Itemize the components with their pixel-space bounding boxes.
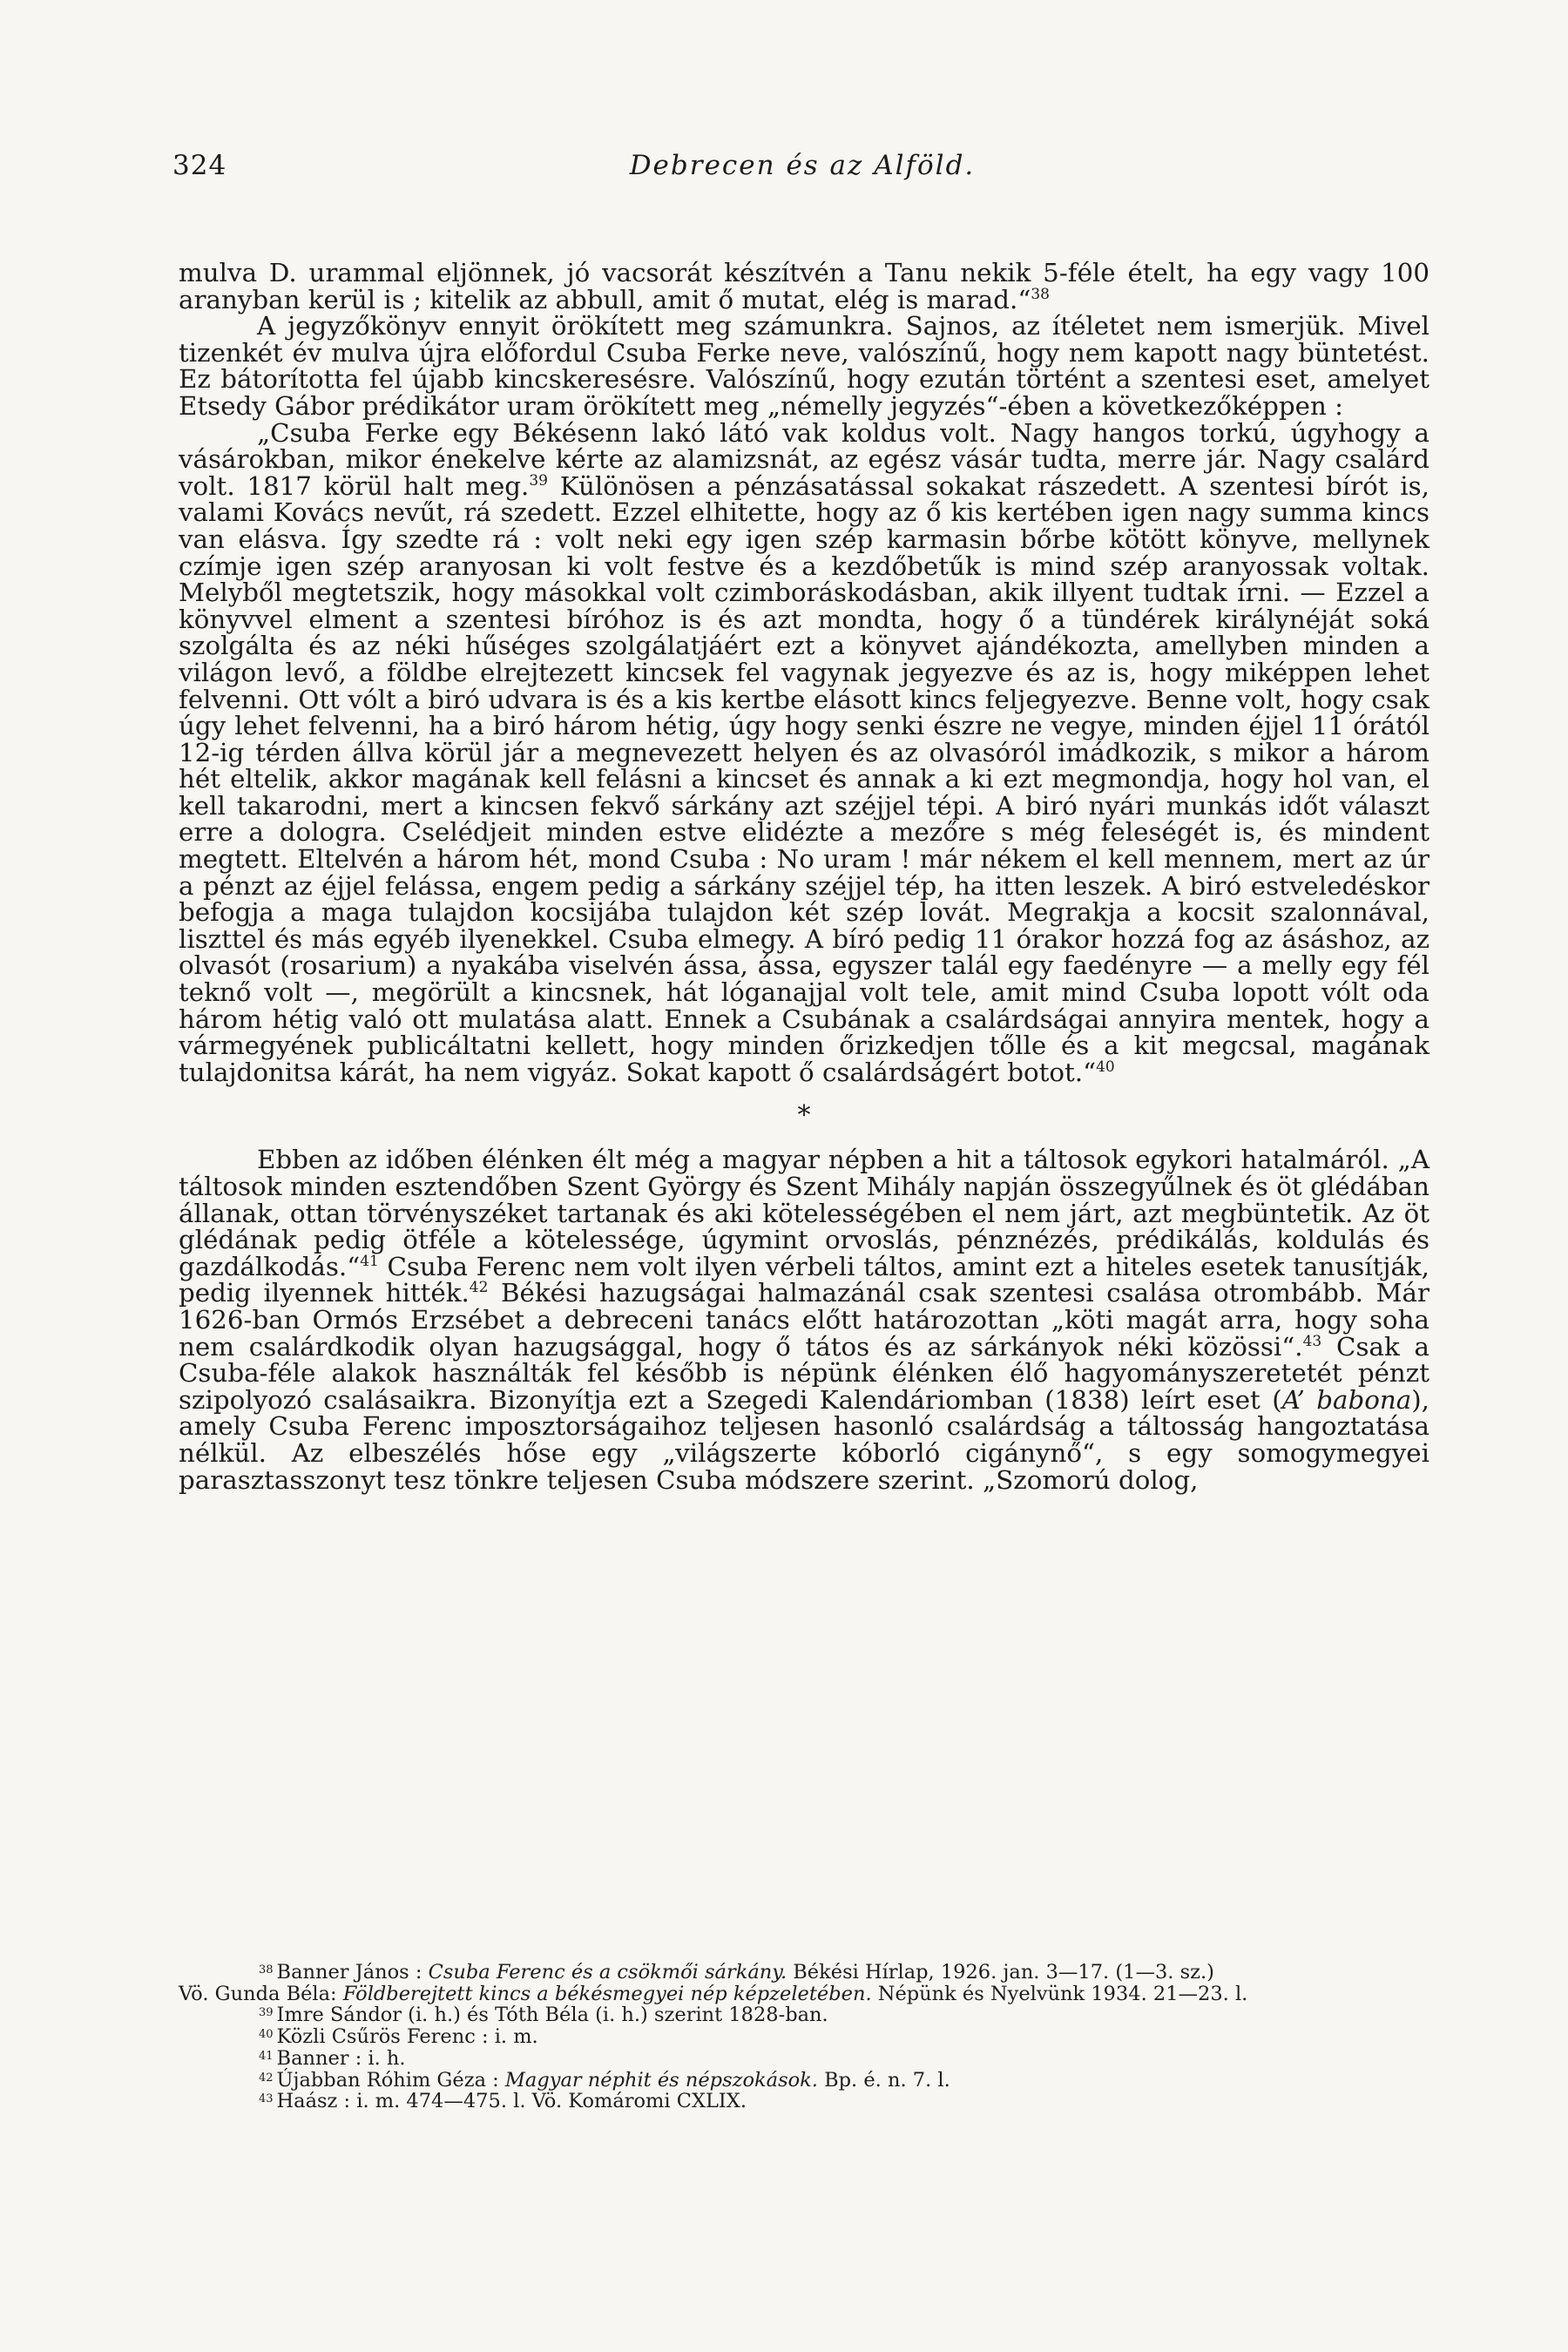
paragraph-4 xyxy=(179,1146,1429,1493)
running-title: Debrecen és az Alföld. xyxy=(629,150,976,181)
footnote-42-mark: 42 xyxy=(259,2071,274,2085)
footnote-38 xyxy=(179,1962,1429,1984)
section-separator: * xyxy=(797,1100,811,1132)
footnote-43 xyxy=(179,2091,1429,2112)
footnote-43-text: Haász : i. m. 474—475. l. Vö. Komáromi CXLIX. xyxy=(276,2090,747,2113)
footnote-40-text: Közli Csűrös Ferenc : i. m. xyxy=(276,2025,538,2049)
footnote-40 xyxy=(179,2026,1429,2048)
footnote-ref-39: 39 xyxy=(529,471,548,490)
footnote-38-mark: 38 xyxy=(259,1963,274,1977)
footnote-38-text-a: Banner János : xyxy=(276,1961,429,1984)
footnote-41 xyxy=(179,2048,1429,2070)
paragraph-4-text-a: Ebben az időben élénken élt még a magyar népben a hit a táltosok egykori hatalmáról. „A táltosok minden esztendőben Szent György és Szent Mihály napján összegyűlnek és öt glédában állanak, ottan törvényszéket tartanak és aki kötelességében el nem járt, azt megbüntetik. Az öt glédának pedig ötféle a kötelessége, úgymint orvoslás, pénznézés, prédikálás, koldulás és gazdálkodás.“ xyxy=(179,1145,1429,1281)
footnote-ref-41: 41 xyxy=(360,1252,379,1270)
footnote-40-mark: 40 xyxy=(259,2028,274,2042)
footnote-41-text: Banner : i. h. xyxy=(276,2046,406,2070)
footnote-42 xyxy=(179,2070,1429,2092)
quote-text-a: „Csuba Ferke egy Békésenn lakó látó vak koldus volt. Nagy hangos torkú, úgyhogy a vásárokban, mikor énekelve kérte az alamizsnát, az egész vásár tudta, merre jár. Nagy csalárd volt. 1817 körül halt meg. xyxy=(179,417,1429,501)
footnote-ref-38: 38 xyxy=(1031,285,1050,303)
footnote-39-text: Imre Sándor (i. h.) és Tóth Béla (i. h.) szerint 1828-ban. xyxy=(276,2004,828,2027)
page-header xyxy=(172,150,1432,185)
paragraph-2: A jegyzőkönyv ennyit örökített meg számunkra. Sajnos, az ítéletet nem ismerjük. Mivel tizenkét év mulva újra előfordul Csuba Ferke neve, valószínű, hogy nem kapott nagy büntetést. Ez bátorította fel újabb kincskeresésre. Valószínű, hogy ezután történt a szentesi eset, amelyet Etsedy Gábor prédikátor uram örökített meg „némelly jegyzés“-ében a következőképpen : xyxy=(179,311,1429,421)
footnote-43-mark: 43 xyxy=(259,2092,274,2106)
footnote-39-mark: 39 xyxy=(259,2006,274,2020)
italic-title-a-babona: A’ babona xyxy=(1281,1384,1412,1415)
quote-text-b: Különösen a pénzásatással sokakat rászedett. A szentesi bírót is, valami Kovács nevűt, rá szedett. Ezzel elhitette, hogy az ő kis kertében igen nagy summa kincs van elásva. Így szedte rá : volt neki egy igen szép karmasin bőrbe kötött könyve, mellynek czímje igen szép aranyosan ki volt festve és a kezdőbetűk is mind szép aranyossak voltak. Melyből megtetszik, hogy másokkal volt czimboráskodásban, akik illyent tudtak írni. — Ezzel a könyvvel elment a szentesi bíróhoz is és azt mondta, hogy ő a tündérek királynéját soká szolgálta és az néki hűséges szolgálatjáért ezt a könyvet ajándékozta, amellyben minden a világon levő, a földbe elrejtezett kincsek fel vagynak jegyezve és az is, hogy miképpen lehet felvenni. Ott vólt a biró udvara is és a kis kertbe elásott kincs feljegyezve. Benne volt, hogy csak úgy lehet felvenni, ha a biró három hétig, úgy hogy senki észre ne vegye, minden éjjel 11 órától 12-ig térden állva körül jár a megnevezett helyen és az olvasóról imádkozik, s mikor a három hét eltelik, akkor magának kell felásni a kincset és annak a ki ezt megmondja, hogy hol van, el kell takarodni, mert a kincsen fekvő sárkány azt széjjel tépi. A biró nyári munkás időt választ erre a dologra. Cselédjeit minden estve elidézte a mezőre s még feleségét is, és mindent megtett. Eltelvén a három hét, mond Csuba : No uram ! már nékem el kell mennem, mert az úr a pénzt az éjjel felássa, engem pedig a sárkány széjjel tép, ha itten leszek. A biró estveledéskor befogja a maga tulajdon kocsijába tulajdon két szép lovát. Megrakja a kocsit szalonnával, liszttel és más egyéb ilyenekkel. Csuba elmegy. A bíró pedig 11 órakor hozzá fog az ásáshoz, az olvasót (rosarium) a nyakába viselvén ássa, ássa, egyszer talál egy faedényre — a melly egy fél teknő volt —, megörült a kincsnek, hát lóganajjal volt tele, amit mind Csuba lopott vólt oda három hétig való ott mulatása alatt. Ennek a Csubának a csalárdságai annyira mentek, hogy a vármegyének publicáltatni kellett, hogy minden őrizkedjen tőlle és a kit megcsal, magának tulajdonitsa kárát, ha nem vigyáz. Sokat kapott ő csalárdságért botot.“ xyxy=(179,470,1429,1087)
footnote-ref-43: 43 xyxy=(1302,1332,1322,1350)
footnote-ref-40: 40 xyxy=(1096,1058,1115,1076)
footnote-38-text-d: Népünk és Nyelvünk 1934. 21—23. l. xyxy=(871,1982,1248,2005)
paragraph-1-text: mulva D. urammal eljönnek, jó vacsorát készítvén a Tanu nekik 5-féle ételt, ha egy vagy 100 aranyban kerül is ; kitelik az abbull, amit ő mutat, elég is marad.“ xyxy=(179,258,1429,314)
paragraph-4-text-c: Békési hazugságai halmazánál csak szentesi csalása otrombább. Már 1626-ban Ormós Erzsébet a debreceni tanács előtt határozottan „köti magát arra, hogy soha nem csalárdkodik olyan hazugsággal, hogy ő tátos és az sárkányok néki közössi“. xyxy=(179,1278,1429,1362)
footnote-38-title-2: Földberejtett kincs a békésmegyei nép képzeletében. xyxy=(342,1982,872,2005)
footnote-38-continued xyxy=(179,1984,1429,2005)
footnote-ref-42: 42 xyxy=(469,1279,489,1297)
footnote-42-text-b: Bp. é. n. 7. l. xyxy=(817,2068,950,2092)
paragraph-4-text-b: Csuba Ferenc nem volt ilyen vérbeli táltos, amint ezt a hiteles esetek tanusítják, pedig ilyennek hitték. xyxy=(179,1251,1429,1308)
page-number: 324 xyxy=(172,150,227,181)
footnote-41-mark: 41 xyxy=(259,2049,274,2063)
paragraph-1 xyxy=(179,260,1429,313)
footnote-42-text-a: Újabban Róhim Géza : xyxy=(276,2068,505,2092)
footnote-42-title: Magyar néphit és népszokások. xyxy=(504,2068,818,2092)
footnote-39 xyxy=(179,2004,1429,2026)
footnote-38-text-c: Vö. Gunda Béla: xyxy=(179,1982,343,2005)
body-text xyxy=(179,260,1429,1493)
footnote-38-text-b: Békési Hírlap, 1926. jan. 3—17. (1—3. sz.) xyxy=(787,1961,1214,1984)
footnote-38-title: Csuba Ferenc és a csökmői sárkány. xyxy=(428,1961,787,1984)
footnotes xyxy=(179,1962,1429,2112)
paragraph-4-text-d: Csak a Csuba-féle alakok használták fel később is népünk élénken élő hagyományszeretetét pénzt szipolyozó csalásaikra. Bizonyítja ezt a Szegedi Kalendáriomban (1838) leírt eset ( xyxy=(179,1331,1429,1415)
paragraph-4-text-e: ), amely Csuba Ferenc imposztorságaihoz teljesen hasonló csalárdság a táltosság hangoztatása nélkül. Az elbeszélés hőse egy „világszerte kóborló cigánynő“, s egy somogymegyei parasztasszonyt tesz tönkre teljesen Csuba módszere szerint. „Szomorú dolog, xyxy=(179,1384,1429,1495)
paragraph-3-quote xyxy=(179,417,1429,1087)
